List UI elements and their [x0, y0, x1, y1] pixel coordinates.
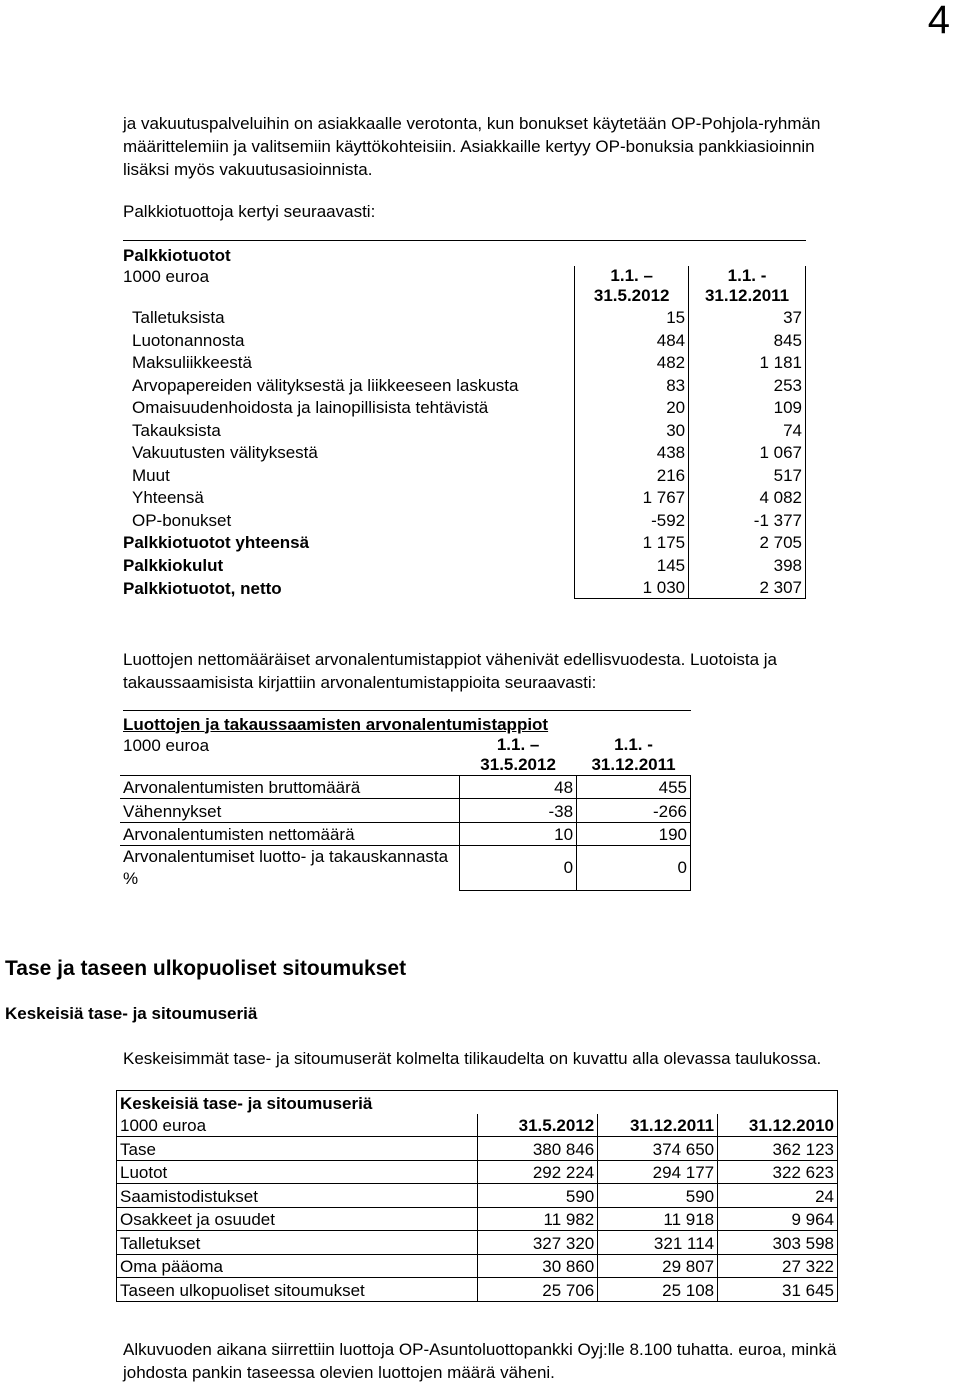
balance-row-value: 590 [598, 1184, 718, 1208]
fees-row-value: 109 [689, 396, 806, 419]
intro-line: määrittelemiin ja valitsemiin käyttökohteisiin. Asiakkaille kertyy OP-bonuksia pankkiasioinnin [123, 137, 815, 156]
balance-row-value: 292 224 [478, 1160, 598, 1184]
fees-row-label: Talletuksista [132, 308, 225, 327]
balance-row-value: 31 645 [718, 1278, 838, 1302]
intro-line: ja vakuutuspalveluihin on asiakkaalle verotonta, kun bonukset käytetään OP-Pohjola-ryhmän [123, 114, 821, 133]
fees-lead-text: Palkkiotuottoja kertyi seuraavasti: [123, 202, 376, 221]
impairment-col1-header: 1.1. – 31.5.2012 [480, 734, 556, 774]
impairment-table [120, 712, 691, 891]
balance-row-label: Osakkeet ja osuudet [117, 1207, 478, 1231]
impairment-row-label: Arvonalentumiset luotto- ja takauskannasta % [120, 846, 460, 891]
balance-row-value: 29 807 [598, 1254, 718, 1278]
intro-line: lisäksi myös vakuutusasioinnista. [123, 160, 373, 179]
fees-row-value: 37 [689, 306, 806, 329]
fees-row-value: 74 [689, 418, 806, 441]
balance-row-label: Tase [117, 1137, 478, 1161]
impairment-row-value: -266 [577, 799, 691, 823]
fees-row [120, 463, 806, 486]
balance-col-header: 31.12.2011 [598, 1114, 718, 1137]
fees-row-label: Maksuliikkeestä [132, 353, 252, 372]
impairment-row-value: 48 [460, 775, 577, 799]
fees-table-unit: 1000 euroa [123, 266, 210, 286]
balance-col-header: 31.5.2012 [478, 1114, 598, 1137]
impairment-row [120, 846, 691, 891]
fees-row [120, 328, 806, 351]
impairment-row-value: 190 [577, 822, 691, 846]
impairment-row-label: Arvonalentumisten bruttomäärä [120, 775, 460, 799]
fees-row-value: 438 [575, 441, 689, 464]
balance-row-label: Saamistodistukset [117, 1184, 478, 1208]
fees-row [120, 306, 806, 329]
balance-row-value: 380 846 [478, 1137, 598, 1161]
balance-table-title: Keskeisiä tase- ja sitoumuseriä [120, 1093, 373, 1113]
impairment-row-label: Vähennykset [120, 799, 460, 823]
balance-row-value: 294 177 [598, 1160, 718, 1184]
fees-row-label: Yhteensä [132, 488, 204, 507]
balance-row-value: 27 322 [718, 1254, 838, 1278]
fees-row [120, 396, 806, 419]
fees-row-value: 145 [575, 553, 689, 576]
fees-table [120, 243, 806, 599]
impairment-row [120, 775, 691, 799]
balance-row [117, 1160, 838, 1184]
impairment-row [120, 822, 691, 846]
fees-row-value: -592 [575, 508, 689, 531]
fees-row-label: Vakuutusten välityksestä [132, 443, 318, 462]
fees-row-value: 1 175 [575, 531, 689, 554]
balance-row-label: Luotot [117, 1160, 478, 1184]
impairment-table-unit: 1000 euroa [123, 735, 210, 755]
impairment-line: Luottojen nettomääräiset arvonalentumistappiot vähenivät edellisvuodesta. Luotoista ja [123, 650, 777, 669]
balance-row-value: 25 108 [598, 1278, 718, 1302]
balance-col-header: 31.12.2010 [718, 1114, 838, 1137]
balance-row-value: 30 860 [478, 1254, 598, 1278]
impairment-line: takaussaamisista kirjattiin arvonalentumistappioita seuraavasti: [123, 673, 597, 692]
balance-row-value: 322 623 [718, 1160, 838, 1184]
impairment-row-label: Arvonalentumisten nettomäärä [120, 822, 460, 846]
balance-row [117, 1278, 838, 1302]
fees-col2-header: 1.1. - 31.12.2011 [689, 266, 806, 306]
closing-line: Alkuvuoden aikana siirrettiin luottoja OP-Asuntoluottopankki Oyj:lle 8.100 tuhatta. euroa, minkä [123, 1340, 837, 1359]
fees-table-top-rule [123, 240, 806, 241]
fees-row [120, 486, 806, 509]
balance-row-value: 24 [718, 1184, 838, 1208]
fees-row [120, 531, 806, 554]
fees-row-value: 484 [575, 328, 689, 351]
fees-row-label: Luotonannosta [132, 330, 245, 350]
balance-row-value: 11 982 [478, 1207, 598, 1231]
fees-row [120, 576, 806, 599]
balance-row [117, 1231, 838, 1255]
fees-row-value: 517 [689, 463, 806, 486]
impairment-table-top-rule [123, 710, 691, 711]
fees-row-label: Palkkiotuotot yhteensä [123, 533, 310, 552]
fees-row-value: 1 767 [575, 486, 689, 509]
fees-row-value: 83 [575, 373, 689, 396]
fees-row-value: 398 [689, 553, 806, 576]
balance-table [116, 1090, 838, 1302]
impairment-row-value: 455 [577, 775, 691, 799]
fees-row-label: Omaisuudenhoidosta ja lainopillisista tehtävistä [132, 398, 489, 417]
subsection-heading: Keskeisiä tase- ja sitoumuseriä [5, 1004, 258, 1023]
balance-row-value: 374 650 [598, 1137, 718, 1161]
closing-paragraph [123, 1338, 913, 1384]
impairment-row-value: 0 [577, 846, 691, 891]
balance-row [117, 1254, 838, 1278]
fees-row-value: 1 030 [575, 576, 689, 599]
fees-row [120, 351, 806, 374]
fees-row [120, 441, 806, 464]
fees-row-value: 15 [575, 306, 689, 329]
balance-row-value: 303 598 [718, 1231, 838, 1255]
impairment-col2-header: 1.1. - 31.12.2011 [591, 734, 676, 774]
fees-table-title: Palkkiotuotot [123, 245, 231, 265]
impairment-row-value: 10 [460, 822, 577, 846]
balance-row-label: Taseen ulkopuoliset sitoumukset [117, 1278, 478, 1302]
fees-row [120, 508, 806, 531]
fees-row-value: 2 307 [689, 576, 806, 599]
balance-row-value: 25 706 [478, 1278, 598, 1302]
fees-row-value: 2 705 [689, 531, 806, 554]
balance-intro-text: Keskeisimmät tase- ja sitoumuserät kolmelta tilikaudelta on kuvattu alla olevassa taulukossa. [123, 1049, 822, 1068]
impairment-paragraph [123, 648, 913, 694]
fees-row-value: 216 [575, 463, 689, 486]
fees-row-label: Palkkiotuotot, netto [123, 578, 282, 598]
page-number: 4 [927, 0, 950, 42]
balance-row-value: 590 [478, 1184, 598, 1208]
balance-row [117, 1184, 838, 1208]
balance-row [117, 1137, 838, 1161]
fees-row [120, 418, 806, 441]
fees-row-label: Muut [132, 465, 170, 485]
impairment-row-value: 0 [460, 846, 577, 891]
intro-paragraph [123, 112, 913, 181]
section-heading: Tase ja taseen ulkopuoliset sitoumukset [5, 957, 407, 980]
balance-row-value: 321 114 [598, 1231, 718, 1255]
fees-row [120, 553, 806, 576]
impairment-row-value: -38 [460, 799, 577, 823]
fees-row-value: 1 181 [689, 351, 806, 374]
fees-row-label: Arvopapereiden välityksestä ja liikkeeseen laskusta [132, 375, 519, 395]
balance-row-label: Talletukset [117, 1231, 478, 1255]
fees-row-value: 20 [575, 396, 689, 419]
fees-row-value: 4 082 [689, 486, 806, 509]
balance-row-value: 362 123 [718, 1137, 838, 1161]
impairment-row [120, 799, 691, 823]
fees-col1-header: 1.1. – 31.5.2012 [575, 266, 689, 306]
balance-row-value: 9 964 [718, 1207, 838, 1231]
balance-row-value: 327 320 [478, 1231, 598, 1255]
fees-row-value: 482 [575, 351, 689, 374]
balance-row [117, 1207, 838, 1231]
fees-row-label: Takauksista [132, 420, 221, 440]
fees-row-value: 845 [689, 328, 806, 351]
fees-row [120, 373, 806, 396]
fees-row-label: Palkkiokulut [123, 555, 224, 575]
fees-row-value: 1 067 [689, 441, 806, 464]
fees-row-value: -1 377 [689, 508, 806, 531]
fees-row-value: 30 [575, 418, 689, 441]
balance-row-value: 11 918 [598, 1207, 718, 1231]
balance-row-label: Oma pääoma [117, 1254, 478, 1278]
balance-table-unit: 1000 euroa [120, 1116, 207, 1135]
fees-row-label: OP-bonukset [132, 510, 232, 530]
closing-line: johdosta pankin taseessa olevien luottojen määrä väheni. [123, 1363, 555, 1382]
fees-row-value: 253 [689, 373, 806, 396]
impairment-table-title: Luottojen ja takaussaamisten arvonalentumistappiot [123, 714, 549, 734]
